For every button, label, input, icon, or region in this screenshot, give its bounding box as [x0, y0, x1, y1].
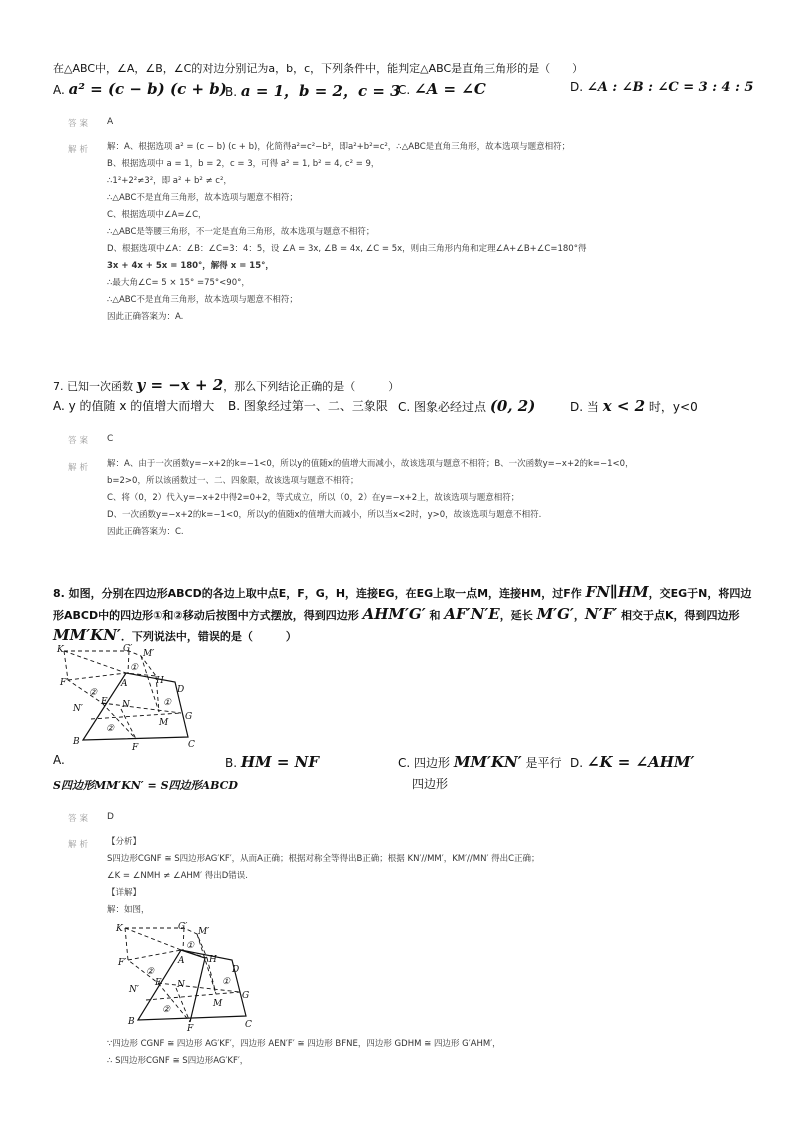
q8-stem-text: ．下列说法中，错误的是（ ）	[120, 630, 297, 643]
label-e: E	[101, 697, 108, 707]
q8-stem-math: AF′N′E	[444, 605, 500, 623]
q8-stem-text: ，延长	[499, 609, 537, 622]
dashed-line	[176, 988, 190, 1022]
label-f: F	[187, 1024, 194, 1032]
q7-stem-prefix: 7. 已知一次函数	[53, 380, 137, 393]
q8-detail	[107, 1036, 501, 1070]
label-f: F	[132, 743, 139, 753]
region-2-label: ②	[146, 967, 155, 977]
q8-stem-line3	[53, 626, 297, 644]
q8-detail-intro: 解：如图，	[107, 905, 150, 915]
q7-solution-line: C、将（0，2）代入y=−x+2中得2=0+2，等式成立，所以（0，2）在y=−x+2上，故该选项与题意相符；	[107, 493, 520, 503]
q6-option-c	[398, 80, 486, 98]
label-g: G	[242, 991, 250, 1001]
q6-solution-line: ∴最大角∠C= 5 × 15° =75°<90°，	[107, 278, 250, 288]
q7-answer: C	[107, 434, 114, 444]
q8-option-c-line2: 四边形	[412, 777, 449, 791]
label-d: D	[232, 965, 240, 975]
q6-solution-line: C、根据选项中∠A=∠C，	[107, 210, 207, 220]
q6-option-b-label: B.	[225, 85, 238, 99]
region-2-label: ②	[89, 688, 98, 698]
q6-solution-line: 3x + 4x + 5x = 180°，解得 x = 15°，	[107, 261, 274, 271]
label-a: A	[121, 679, 128, 689]
q8-analysis-line: S四边形CGNF ≅ S四边形AG′KF′，从而A正确；根据对称全等得出B正确；根据 KN′//MM′，KM′//MN′ 得出C正确；	[107, 854, 540, 864]
q8-detail-figure	[110, 920, 260, 1032]
q8-option-d	[570, 753, 694, 771]
q7-stem	[53, 376, 399, 394]
label-f-prime: F′	[60, 678, 69, 688]
q8-detail-line: ∵四边形 CGNF ≅ 四边形 AG′KF′，四边形 AEN′F′ ≅ 四边形 BFNE，四边形 GDHM ≅ 四边形 G′AHM′，	[107, 1039, 501, 1049]
q8-detail-line: ∴ S四边形CGNF ≅ S四边形AG′KF′，	[107, 1056, 249, 1066]
label-c: C	[188, 740, 195, 750]
q7-stem-suffix: ，那么下列结论正确的是（ ）	[223, 380, 400, 393]
q7-analysis-tag: 解析	[68, 463, 92, 473]
q6-solution-line: D、根据选项中∠A：∠B：∠C=3：4：5，设 ∠A = 3x, ∠B = 4x, ∠C = 5x，则由三角形内角和定理∠A+∠B+∠C=180°得	[107, 244, 587, 254]
label-k: K	[57, 645, 64, 655]
q7-solution	[107, 456, 634, 541]
q8-analysis-head: 【分析】	[107, 837, 142, 847]
q6-answer: A	[107, 117, 114, 127]
label-n-prime: N′	[73, 704, 83, 714]
q6-option-d-math: ∠A : ∠B : ∠C = 3 : 4 : 5	[586, 80, 754, 95]
q8-stem-math: M′G′	[536, 605, 574, 623]
label-b: B	[73, 737, 80, 747]
q8-stem-text: 8. 如图，分别在四边形ABCD的各边上取中点E，F，G，H，连接EG，在EG上取一点M，连接HM，过F作	[53, 587, 586, 600]
q7-option-d	[570, 397, 698, 415]
q8-answer: D	[107, 812, 114, 822]
q6-solution-line: B、根据选项中 a = 1，b = 2，c = 3，可得 a² = 1, b² = 4, c² = 9，	[107, 159, 380, 169]
q8-stem-line1	[53, 583, 751, 601]
q8-stem-math: FN∥HM	[585, 583, 649, 601]
q8-option-d-math: ∠K = ∠AHM′	[586, 753, 695, 771]
q8-option-c-text: C. 四边形	[398, 756, 454, 770]
label-d: D	[177, 685, 185, 695]
q8-stem-text: 形ABCD中的四边形①和②移动后按图中方式摆放，得到四边形	[53, 609, 363, 622]
q6-option-a-math: a² = (c − b) (c + b)	[68, 80, 227, 98]
q6-option-b-math: a = 1，b = 2，c = 3	[240, 82, 401, 100]
q6-solution-line: ∴△ABC不是直角三角形，故本选项与题意不相符；	[107, 193, 298, 203]
q7-option-d-suffix: 时，y<0	[645, 400, 698, 414]
q7-option-a: A. y 的值随 x 的值增大而增大	[53, 399, 215, 413]
q6-option-c-label: C.	[398, 83, 411, 97]
dashed-line	[128, 651, 129, 673]
label-b: B	[128, 1017, 135, 1027]
label-m: M	[213, 999, 223, 1009]
q8-stem-text: 相交于点K，得到四边形	[617, 609, 740, 622]
q8-answer-tag: 答案	[68, 814, 92, 824]
q8-stem-text: ，交EG于N，将四边	[648, 587, 752, 600]
label-f-prime: F′	[118, 958, 127, 968]
dashed-line	[125, 927, 210, 958]
q6-solution	[107, 139, 586, 326]
q6-stem: 在△ABC中，∠A，∠B，∠C的对边分别记为a，b，c，下列条件中，能判定△ABC是直角三角形的是（ ）	[53, 62, 584, 75]
q8-stem-math: AHM′G′	[362, 605, 426, 623]
q8-option-a-math: S四边形MM′KN′ = S四边形ABCD	[53, 779, 238, 792]
label-e: E	[155, 978, 162, 988]
region-2-label: ②	[106, 724, 115, 734]
q6-option-d-label: D.	[570, 80, 584, 94]
q7-solution-line: 解：A、由于一次函数y=−x+2的k=−1<0，所以y的值随x的值增大而减小，故该选项与题意不相符；B、一次函数y=−x+2的k=−1<0，	[107, 459, 634, 469]
q8-detail-head: 【详解】	[107, 888, 142, 898]
q8-option-d-label: D.	[570, 756, 584, 770]
region-2-label: ②	[162, 1005, 171, 1015]
q8-stem-math: N′F′	[584, 605, 618, 623]
q7-option-d-math: x < 2	[602, 397, 646, 415]
q6-option-d	[570, 80, 753, 95]
label-h: H	[209, 955, 217, 965]
q6-option-a	[53, 80, 227, 98]
q8-stem-math: MM′KN′	[53, 626, 121, 644]
q7-option-b: B. 图象经过第一、二、三象限	[228, 399, 388, 413]
label-m: M	[159, 718, 169, 728]
label-h: H	[156, 676, 164, 686]
q8-option-b-label: B.	[225, 756, 238, 770]
label-k: K	[116, 924, 123, 934]
q8-analysis-tag: 解析	[68, 840, 92, 850]
label-m-prime: M′	[198, 927, 210, 937]
q7-option-c-math: (0, 2)	[489, 397, 536, 415]
q8-stem-text: 和	[425, 609, 445, 622]
q8-option-b	[225, 753, 319, 771]
dashed-line	[128, 950, 181, 960]
q7-solution-line: 因此正确答案为：C.	[107, 527, 184, 537]
q6-solution-line: ∴1²+2²≠3²，即 a² + b² ≠ c²，	[107, 176, 232, 186]
label-m-prime: M′	[143, 649, 155, 659]
region-1-label: ①	[163, 698, 172, 708]
q8-option-b-math: HM = NF	[240, 753, 320, 771]
q6-option-b	[225, 80, 401, 101]
q6-solution-line: ∴△ABC是等腰三角形，不一定是直角三角形，故本选项与题意不相符；	[107, 227, 375, 237]
dashed-line	[121, 709, 136, 739]
quadrilateral-abcd	[83, 673, 188, 740]
q7-solution-line: b=2>0，所以该函数过一、二、四象限，故该选项与题意不相符；	[107, 476, 359, 486]
label-n: N	[177, 980, 185, 990]
q7-stem-math: y = −x + 2	[136, 376, 224, 394]
dashed-line	[158, 983, 190, 1022]
q8-option-c-suffix: 是平行	[521, 756, 562, 770]
q8-analysis-line: ∠K = ∠NMH ≠ ∠AHM′ 得出D错误.	[107, 871, 248, 881]
q7-solution-line: D、一次函数y=−x+2的k=−1<0，所以y的值随x的值增大而减小，所以当x<2时，y>0，故该选项与题意不相符.	[107, 510, 542, 520]
q6-option-a-label: A.	[53, 83, 65, 97]
q6-answer-tag: 答案	[68, 119, 92, 129]
label-a: A	[178, 956, 185, 966]
label-g-prime: G′	[178, 922, 188, 932]
q7-option-c-text: C. 图象必经过点	[398, 400, 490, 414]
q8-stem-line2	[53, 605, 740, 623]
label-n-prime: N′	[129, 985, 139, 995]
q7-option-d-text: D. 当	[570, 400, 603, 414]
q7-answer-tag: 答案	[68, 436, 92, 446]
label-c: C	[245, 1020, 252, 1030]
label-g: G	[185, 712, 193, 722]
dashed-line	[146, 992, 240, 1000]
region-1-label: ①	[222, 977, 231, 987]
q8-option-c	[398, 753, 562, 771]
dashed-line	[68, 673, 126, 680]
region-1-label: ①	[186, 941, 195, 951]
q6-solution-line: 解：A、根据选项 a² = (c − b) (c + b)，化简得a²=c²−b²，即a²+b²=c²，∴△ABC是直角三角形，故本选项与题意相符；	[107, 142, 571, 152]
q6-analysis-tag: 解析	[68, 145, 92, 155]
q8-option-a-label: A.	[53, 753, 65, 767]
q6-solution-line: ∴△ABC不是直角三角形，故本选项与题意不相符；	[107, 295, 298, 305]
q6-solution-line: 因此正确答案为：A.	[107, 312, 184, 322]
q8-stem-text: ，	[573, 609, 585, 622]
q8-analysis	[107, 834, 540, 919]
q8-option-c-math: MM′KN′	[453, 753, 522, 771]
q8-figure	[55, 643, 215, 755]
q6-option-c-math: ∠A = ∠C	[414, 80, 486, 98]
q7-option-c	[398, 397, 535, 415]
label-g-prime: G′	[123, 644, 133, 654]
label-n: N	[122, 700, 130, 710]
region-1-label: ①	[130, 663, 139, 673]
